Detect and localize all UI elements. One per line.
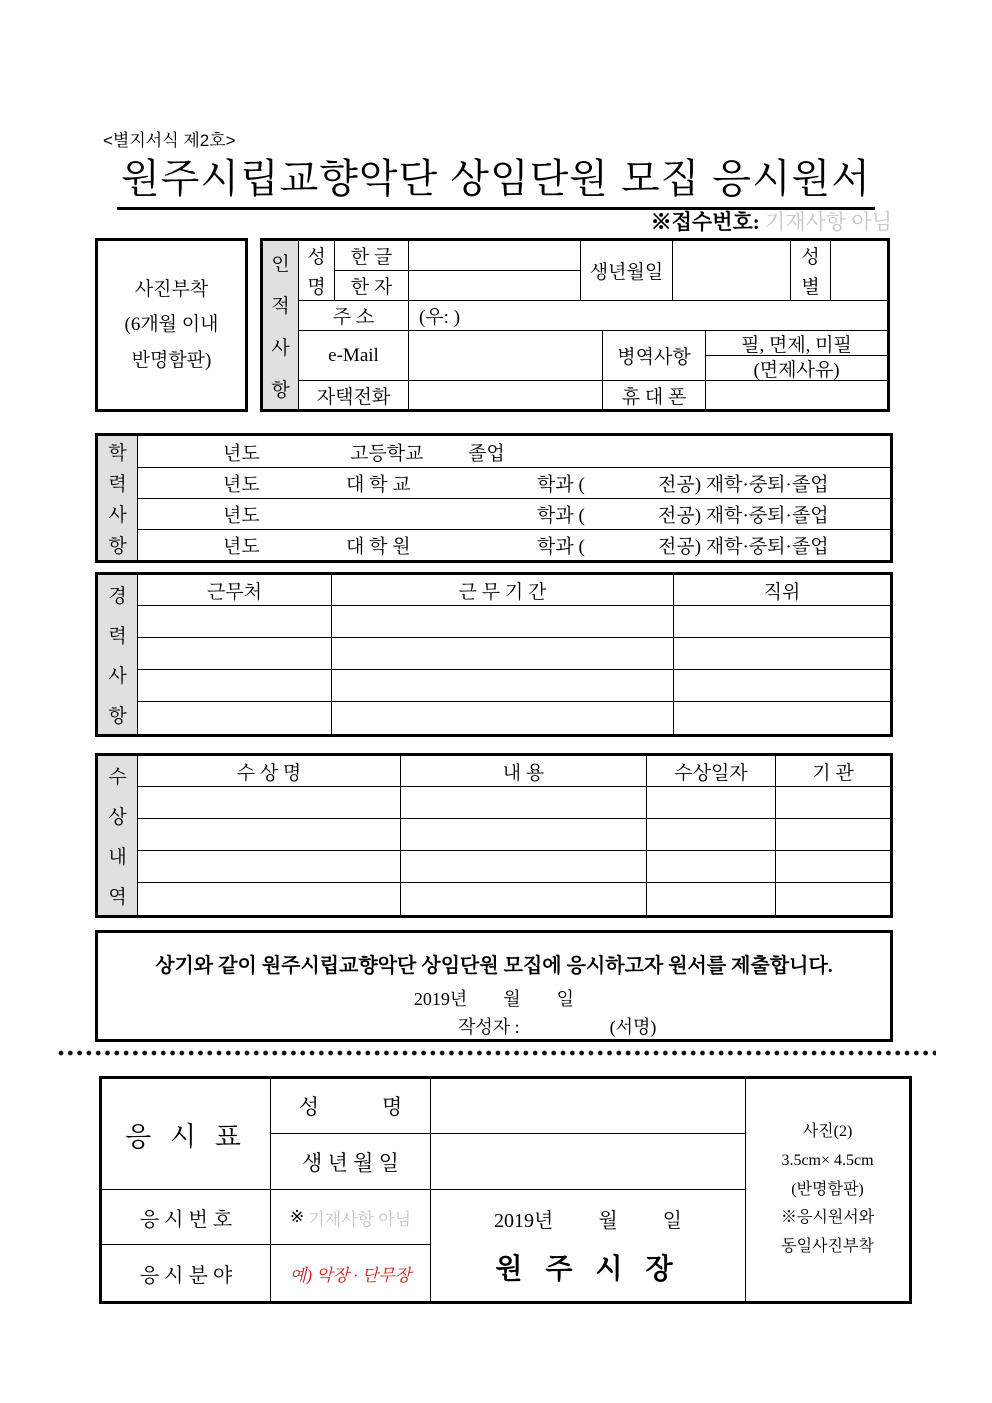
career-section-char: 력 (108, 626, 127, 648)
awards-cell (138, 851, 401, 883)
personal-section-label (263, 241, 299, 409)
awards-cell (401, 819, 647, 851)
awards-table (95, 753, 893, 918)
personal-section-char: 적 (271, 295, 290, 317)
education-row (138, 498, 890, 530)
email-label: e-Mail (299, 331, 409, 381)
education-major: 전공) 재학·중퇴·졸업 (658, 474, 829, 495)
declaration-date: 2019년 월 일 (413, 989, 575, 1009)
gender-field (831, 241, 887, 301)
declaration-writer: 작성자 : (서명) (458, 1017, 657, 1037)
gender-label-char: 별 (801, 276, 820, 298)
career-section-char: 항 (108, 705, 127, 727)
education-year: 년도 (223, 536, 260, 557)
career-section-label (98, 575, 138, 734)
awards-cell (776, 787, 890, 819)
education-year: 년도 (223, 443, 260, 464)
awards-cell (776, 883, 890, 915)
education-section-char: 사 (108, 505, 127, 526)
awards-cell (776, 851, 890, 883)
education-school: 대 학 교 (346, 474, 411, 495)
awards-cell (776, 819, 890, 851)
exam-date-mayor-cell (431, 1190, 746, 1301)
home-phone-field (409, 381, 603, 409)
awards-section-char: 상 (108, 807, 127, 829)
awards-cell (138, 883, 401, 915)
awards-cell (647, 883, 776, 915)
awards-header-date: 수상일자 (647, 756, 776, 787)
career-cell (332, 638, 674, 670)
education-row (138, 436, 890, 468)
awards-cell (647, 851, 776, 883)
home-phone-label: 자택전화 (299, 381, 409, 409)
mayor-signature: 원 주 시 장 (495, 1254, 681, 1285)
career-cell (674, 606, 890, 638)
education-school: 대 학 원 (346, 536, 411, 557)
exam-photo-note-line: 사진(2) (802, 1123, 853, 1140)
awards-cell (647, 787, 776, 819)
mobile-field (706, 381, 887, 409)
awards-header-name: 수 상 명 (138, 756, 401, 787)
awards-cell (138, 819, 401, 851)
military-reason: (면제사유) (706, 356, 887, 381)
name-hangul-field (409, 241, 581, 271)
career-cell (332, 702, 674, 734)
exam-photo-note-line: ※응시원서와 (780, 1209, 875, 1227)
awards-cell (138, 787, 401, 819)
personal-section-char: 사 (271, 337, 290, 359)
name-hanja-field (409, 271, 581, 301)
education-section-char: 학 (108, 443, 127, 464)
exam-photo-note (746, 1079, 909, 1301)
awards-header-org: 기 관 (776, 756, 890, 787)
career-cell (674, 670, 890, 702)
military-options: 필, 면제, 미필 (706, 331, 887, 356)
career-section-char: 사 (108, 665, 127, 687)
receipt-number-label: ※접수번호: (650, 210, 760, 234)
career-header-period: 근 무 기 간 (332, 575, 674, 606)
declaration-box (95, 930, 893, 1042)
career-cell (332, 606, 674, 638)
receipt-number-line (651, 206, 892, 236)
education-school: 고등학교 (350, 443, 424, 464)
address-label: 주 소 (299, 301, 409, 331)
exam-field-example: 예) 악장 · 단무장 (271, 1245, 431, 1301)
exam-photo-note-line: 3.5cm× 4.5cm (781, 1151, 874, 1169)
name-label-char: 성 (307, 247, 326, 269)
name-hangul-label: 한 글 (335, 241, 409, 271)
education-table (95, 433, 893, 563)
awards-section-char: 역 (108, 886, 127, 908)
page-title: 원주시립교향악단 상임단원 모집 응시원서 (117, 147, 875, 210)
exam-card-table (99, 1076, 912, 1304)
photo-attach-box (95, 238, 248, 412)
education-year: 년도 (223, 474, 260, 495)
receipt-number-note: 기재사항 아님 (759, 210, 892, 234)
exam-date: 2019년 월 일 (494, 1210, 682, 1232)
photo-attach-line2: (6개월 이내 (124, 314, 219, 336)
education-dept: 학과 ( (537, 505, 585, 526)
awards-section-char: 수 (108, 767, 127, 789)
career-cell (332, 670, 674, 702)
awards-section-char: 내 (108, 846, 127, 868)
career-section-char: 경 (108, 586, 127, 608)
education-status: 졸업 (468, 443, 505, 464)
awards-cell (401, 883, 647, 915)
address-field: (우: ) (409, 301, 887, 331)
career-cell (674, 702, 890, 734)
form-code: <별지서식 제2호> (103, 131, 236, 150)
name-label (299, 241, 335, 301)
education-dept: 학과 ( (537, 536, 585, 557)
exam-number-note-star: ※ (289, 1207, 305, 1226)
birthdate-label: 생년월일 (581, 241, 673, 301)
career-cell (138, 638, 332, 670)
gender-label-char: 성 (801, 247, 820, 269)
education-major: 전공) 재학·중퇴·졸업 (658, 505, 829, 526)
exam-photo-note-line: 동일사진부착 (781, 1238, 874, 1256)
exam-name-label: 성 명 (271, 1079, 431, 1134)
awards-cell (401, 851, 647, 883)
exam-birth-label: 생 년 월 일 (271, 1134, 431, 1190)
name-label-char: 명 (307, 276, 326, 298)
photo-attach-line1: 사진부착 (134, 279, 209, 301)
career-header-position: 직위 (674, 575, 890, 606)
exam-number-note (271, 1190, 431, 1245)
education-section-char: 력 (108, 474, 127, 495)
career-cell (674, 638, 890, 670)
education-row (138, 467, 890, 499)
awards-header-content: 내 용 (401, 756, 647, 787)
photo-attach-line3: 반명함판) (131, 349, 212, 371)
personal-section-char: 인 (271, 253, 290, 275)
education-major: 전공) 재학·중퇴·졸업 (658, 536, 829, 557)
exam-number-label: 응 시 번 호 (102, 1190, 271, 1245)
education-section-label (98, 436, 138, 560)
career-cell (138, 606, 332, 638)
exam-number-note-text: 기재사항 아님 (304, 1209, 412, 1229)
mobile-label: 휴 대 폰 (603, 381, 706, 409)
gender-label (791, 241, 831, 301)
exam-birth-field (431, 1134, 746, 1190)
career-cell (138, 670, 332, 702)
exam-field-label: 응 시 분 야 (102, 1245, 271, 1301)
awards-section-label (98, 756, 138, 915)
military-label: 병역사항 (603, 331, 706, 381)
career-table (95, 572, 893, 737)
awards-cell (647, 819, 776, 851)
education-year: 년도 (223, 505, 260, 526)
career-header-workplace: 근무처 (138, 575, 332, 606)
exam-photo-note-line: (반명함판) (791, 1180, 864, 1198)
declaration-statement: 상기와 같이 원주시립교향악단 상임단원 모집에 응시하고자 원서를 제출합니다. (155, 955, 833, 977)
email-field (409, 331, 603, 381)
awards-cell (401, 787, 647, 819)
exam-name-field (431, 1079, 746, 1134)
education-section-char: 항 (108, 536, 127, 557)
dotted-cut-line (58, 1050, 936, 1057)
name-hanja-label: 한 자 (335, 271, 409, 301)
career-cell (138, 702, 332, 734)
exam-card-title: 응 시 표 (102, 1079, 271, 1190)
personal-info-table (260, 238, 890, 412)
education-dept: 학과 ( (537, 474, 585, 495)
birthdate-field (673, 241, 791, 301)
education-row (138, 529, 890, 560)
personal-section-char: 항 (271, 379, 290, 401)
